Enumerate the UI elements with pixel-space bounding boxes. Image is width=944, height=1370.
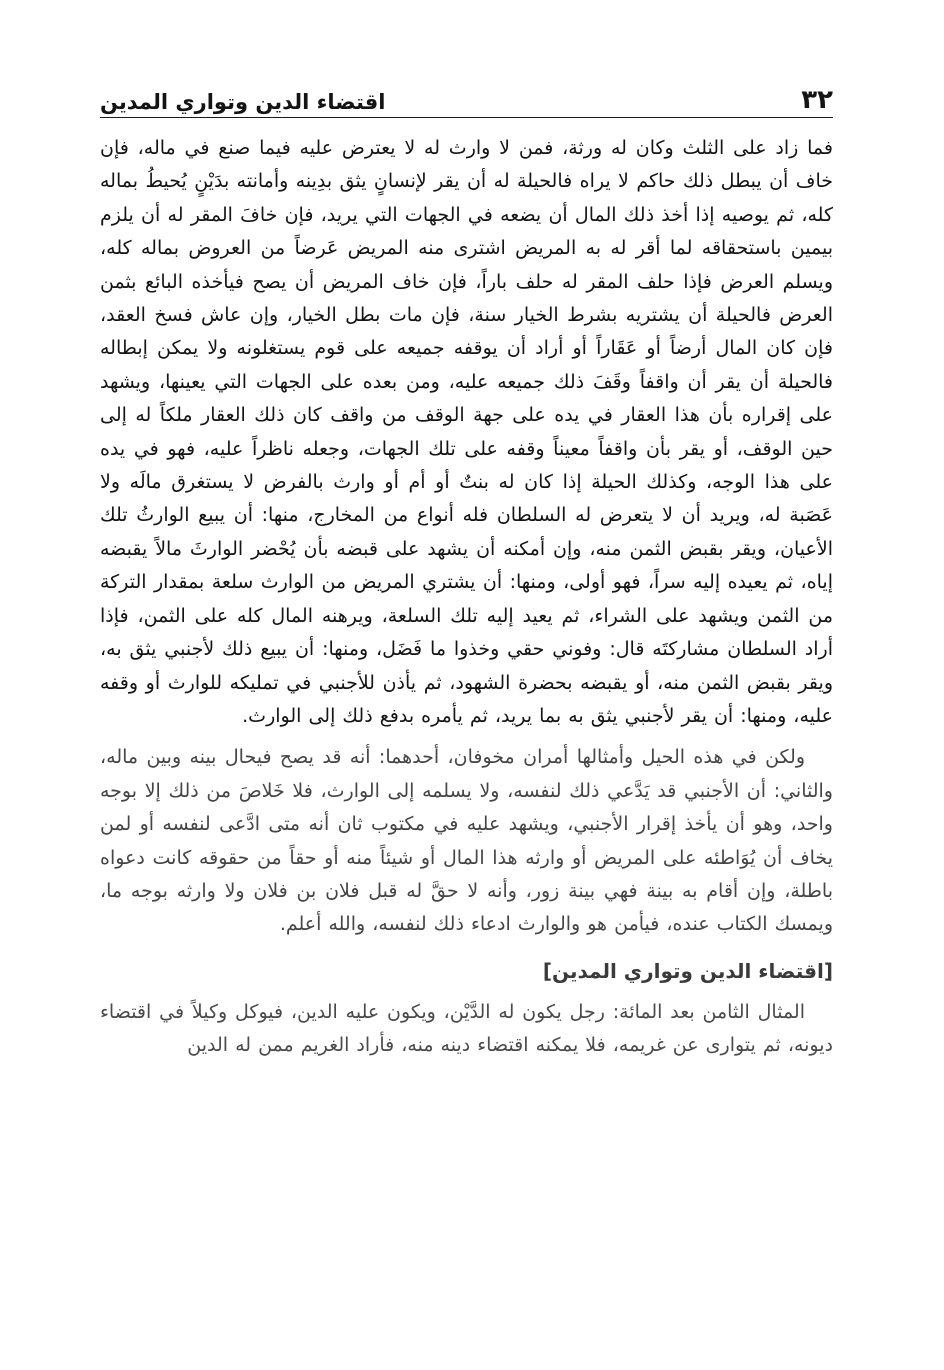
paragraph-2: ولكن في هذه الحيل وأمثالها أمران مخوفان، أحدهما: أنه قد يصح فيحال بينه وبين ماله، والثاني: أن الأجنبي قد يَدَّعي ذلك لنفسه، ولا يسلمه إلى الوارث، فلا خَلاصَ من ذلك إلا بوجه واحد، وهو أن يأخذ إقرار الأجنبي، ويشهد عليه في مكتوب ثان أنه متى ادَّعى لنفسه أو لمن يخاف أن يُوَاطئه على المريض أو وارثه هذا المال أو شيئاً منه أو حقاً من حقوقه كانت دعواه باطلة، وإن أقام به بينة فهي بينة زور، وأنه لا حقَّ له قبل فلان بن فلان ولا وارثه بوجه ما، ويمسك الكتاب عنده، فيأمن هو والوارث ادعاء ذلك لنفسه، والله أعلم.: [100, 746, 833, 936]
paragraph-1: فما زاد على الثلث وكان له ورثة، فمن لا وارث له لا يعترض عليه فيما صنع في ماله، فإن خاف أن يبطل ذلك حاكم لا يراه فالحيلة له أن يقر لإنسانٍ يثق بدِينه وأمانته بدَيْنٍ يُحيطُ بماله كله، ثم يوصيه إذا أخذ ذلك المال أن يضعه في الجهات التي يريد، فإن خافَ المقر له أن يلزم بيمين باستحقاقه لما أقر له به المريض اشترى منه المريض عَرضاً من العروض بماله كله، ويسلم العرض فإذا حلف المقر له حلف باراً، فإن خاف المريض أن يصح فيأخذه البائع بثمن العرض فالحيلة أن يشتريه بشرط الخيار سنة، فإن مات بطل الخيار، وإن عاش فسخ العقد، فإن كان المال أرضاً أو عَقَاراً أو أراد أن يوقفه جميعه على قوم يستغلونه ولا يمكن إبطاله فالحيلة أن يقر أن واقفاً وقَفَ ذلك جميعه عليه، ومن بعده على الجهات التي يعينها، ويشهد على إقراره بأن هذا العقار في يده على جهة الوقف من واقف كان ذلك العقار ملكاً له إلى حين الوقف، أو يقر بأن واقفاً معيناً وقفه على تلك الجهات، وجعله ناظراً عليه، فهو في يده على هذا الوجه، وكذلك الحيلة إذا كان له بنتٌ أو أم أو وارث بالفرض لا يستغرق مالَه ولا عَصَبة له، ويريد أن لا يتعرض له السلطان فله أنواع من المخارج، منها: أن يبيع الوارثُ تلك الأعيان، ويقر بقبض الثمن منه، وإن أمكنه أن يشهد على قبضه بأن يُحْضر الوارثَ مالاً يقبضه إياه، ثم يعيده إليه سراً، فهو أولى، ومنها: أن يشتري المريض من الوارث سلعة بمقدار التركة من الثمن ويشهد على الشراء، ثم يعيد إليه تلك السلعة، ويرهنه المال كله على الثمن، فإذا أراد السلطان مشاركتَه قال: وفوني حقي وخذوا ما فَضَل، ومنها: أن يبيع ذلك لأجنبي يثق به، ويقر بقبض الثمن منه، أو يقبضه بحضرة الشهود، ثم يأذن للأجنبي في تمليكه للوارث أو وقفه عليه، ومنها: أن يقر لأجنبي يثق به بما يريد، ثم يأمره بدفع ذلك إلى الوارث.: [100, 137, 833, 727]
section-heading: [اقتضاء الدين وتواري المدين]: [542, 958, 833, 983]
book-page: [100, 78, 833, 1298]
running-title: اقتضاء الدين وتواري المدين: [100, 90, 386, 114]
page-number: ٣٢: [801, 85, 833, 115]
page-body: [100, 132, 833, 1063]
running-header: [100, 78, 833, 118]
paragraph-3: المثال الثامن بعد المائة: رجل يكون له الدَّيْن، ويكون عليه الدين، فيوكل وكيلاً في اقتضاء ديونه، ثم يتوارى عن غريمه، فلا يمكنه اقتضاء دينه منه، فأراد الغريم ممن له الدين: [100, 1000, 833, 1057]
